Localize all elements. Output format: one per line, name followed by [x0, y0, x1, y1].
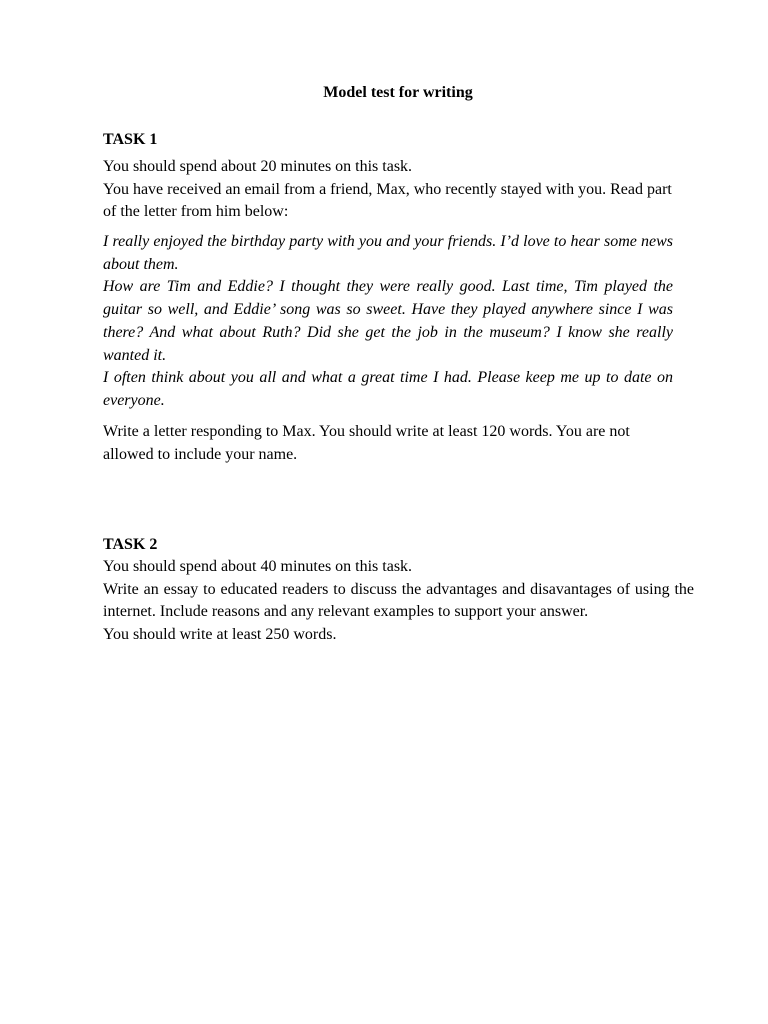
letter-paragraph: I often think about you all and what a great time I had. Please keep me up to date on everyone. [103, 369, 673, 409]
task1-heading: TASK 1 [103, 131, 158, 148]
letter-paragraph: How are Tim and Eddie? I thought they were really good. Last time, Tim played the guitar so well, and Eddie’ song was so sweet. Have they played anywhere since I was there? And what about Ruth? Did she get the job in the museum? I know she really wanted it. [103, 278, 673, 364]
task2-essay-prompt: Write an essay to educated readers to discuss the advantages and disavantages of using the internet. Include reasons and any relevant examples to support your answer. [103, 580, 694, 621]
task2-time-instruction: You should spend about 40 minutes on this task. [103, 558, 413, 575]
task2-heading: TASK 2 [103, 536, 158, 553]
task2-section [103, 556, 694, 647]
task1-time-instruction: You should spend about 20 minutes on this task. [103, 158, 413, 175]
task1-writing-instruction: Write a letter responding to Max. You should write at least 120 words. You are not allowed to include your name. [103, 423, 630, 463]
task1-letter-excerpt [103, 231, 673, 413]
task1-section [103, 156, 673, 224]
page-title: Model test for writing [323, 84, 473, 101]
task2-word-count: You should write at least 250 words. [103, 626, 337, 644]
task1-intro: You have received an email from a friend, Max, who recently stayed with you. Read part of the letter from him below: [103, 180, 672, 221]
letter-paragraph: I really enjoyed the birthday party with you and your friends. I’d love to hear some news about them. [103, 233, 673, 273]
